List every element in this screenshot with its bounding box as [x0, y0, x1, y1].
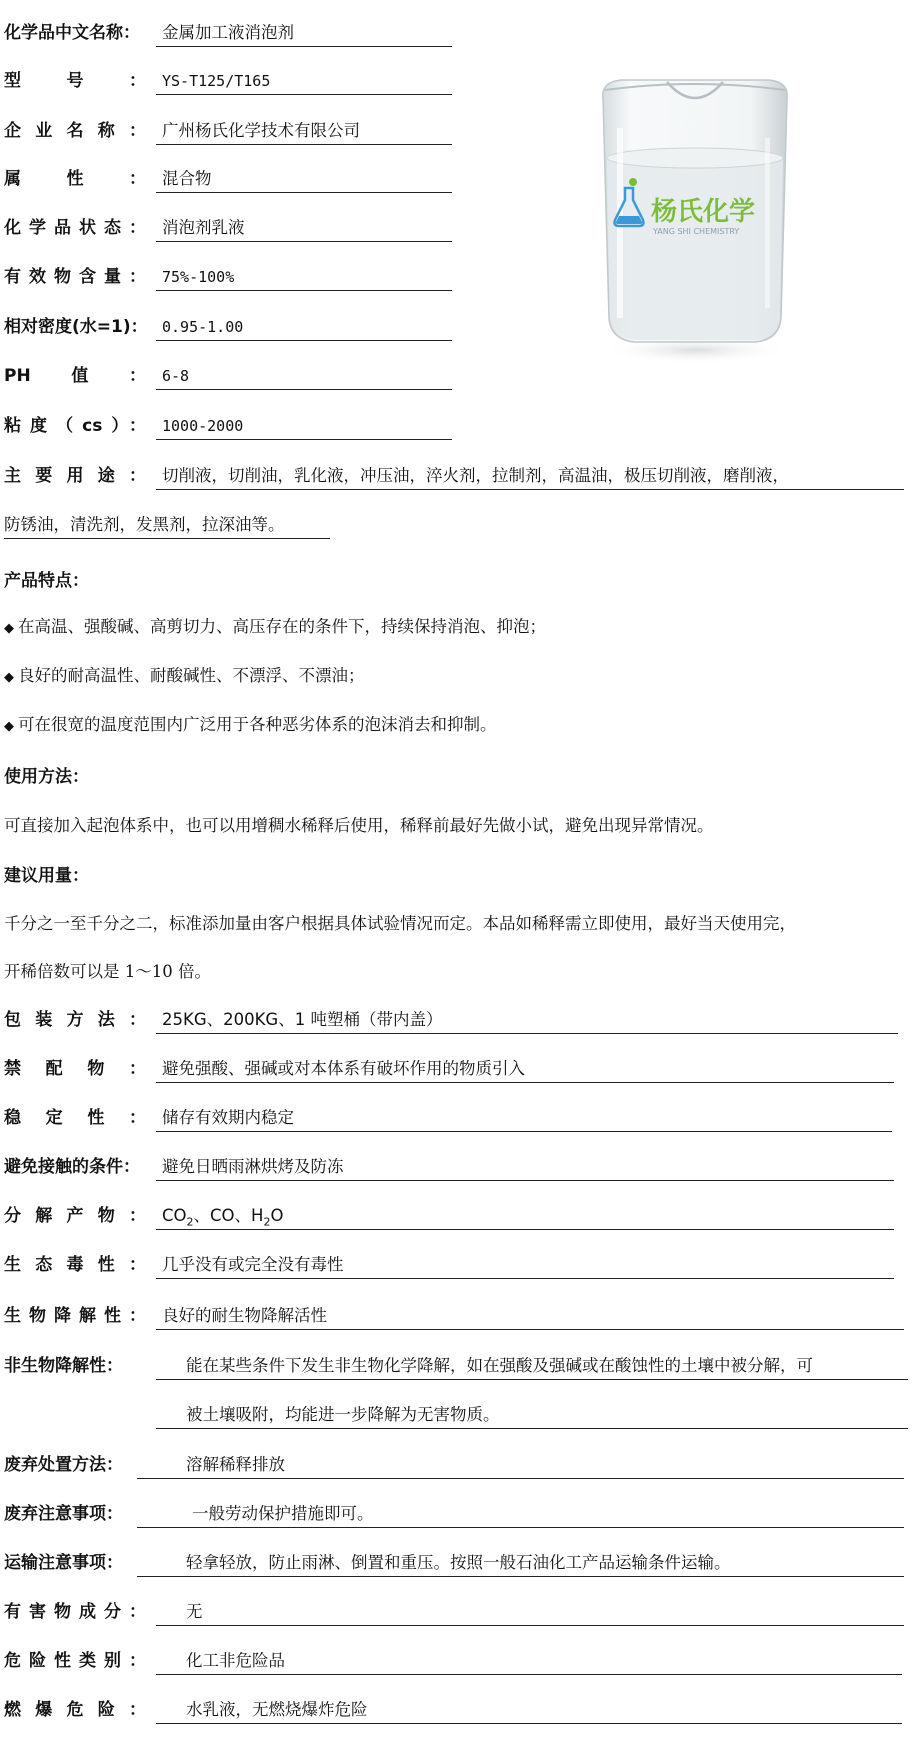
- detail-row-stability: [4, 1103, 904, 1133]
- dosage-line-2: 开稀倍数可以是 1～10 倍。: [4, 962, 211, 981]
- logo-subtext: YANG SHI CHEMISTRY: [653, 227, 740, 236]
- detail-value: 无: [156, 1597, 904, 1626]
- usage-line-2: 防锈油，清洗剂，发黑剂，拉深油等。: [4, 510, 330, 539]
- spec-value: 75%-100%: [156, 262, 452, 291]
- diamond-bullet-icon: ◆: [4, 670, 14, 685]
- detail-label: 分解产物：: [4, 1206, 146, 1226]
- detail-label: 废弃注意事项：: [4, 1504, 123, 1524]
- spec-value: 广州杨氏化学技术有限公司: [156, 116, 452, 145]
- usage-row: [4, 461, 904, 491]
- detail-label: 危险性类别：: [4, 1651, 146, 1671]
- detail-row-nonbio: [4, 1351, 914, 1381]
- spec-value: 混合物: [156, 164, 452, 193]
- usage-line-1: 切削液，切削油，乳化液，冲压油，淬火剂，拉制剂，高温油，极压切削液，磨削液，: [156, 461, 904, 490]
- detail-label: 禁配物：: [4, 1059, 146, 1079]
- detail-value: 几乎没有或完全没有毒性: [156, 1250, 894, 1279]
- detail-value: $CO_2$、CO、$H_2O$: [156, 1201, 894, 1230]
- spec-value: 1000-2000: [156, 411, 452, 440]
- detail-row-explosion: [4, 1695, 914, 1725]
- method-text: 可直接加入起泡体系中，也可以用增稠水稀释后使用，稀释前最好先做小试，避免出现异常情况。: [4, 816, 714, 835]
- logo-text: 杨氏化学: [651, 197, 756, 227]
- detail-row-transport: [4, 1548, 914, 1578]
- diamond-bullet-icon: ◆: [4, 621, 14, 636]
- spec-value: 消泡剂乳液: [156, 213, 452, 242]
- dosage-line-1: 千分之一至千分之二，标准添加量由客户根据具体试验情况而定。本品如稀释需立即使用，最好当天使用完，: [4, 914, 796, 933]
- spec-value: 0.95-1.00: [156, 312, 452, 341]
- spec-label: 有效物含量：: [4, 267, 146, 287]
- feature-item: ◆ 可在很宽的温度范围内广泛用于各种恶劣体系的泡沫消去和抑制。: [4, 715, 497, 734]
- detail-row-ecotoxicity: [4, 1250, 904, 1280]
- detail-row-disposal-note: [4, 1499, 914, 1529]
- detail-label: 燃爆危险：: [4, 1700, 146, 1720]
- detail-row-decomposition: [4, 1201, 904, 1231]
- detail-row-packaging: [4, 1005, 904, 1035]
- detail-value: 化工非危险品: [156, 1646, 902, 1675]
- feature-item: ◆ 在高温、强酸碱、高剪切力、高压存在的条件下，持续保持消泡、抑泡；: [4, 617, 546, 636]
- feature-item: ◆ 良好的耐高温性、耐酸碱性、不漂浮、不漂油；: [4, 666, 365, 685]
- diamond-bullet-icon: ◆: [4, 719, 14, 734]
- detail-label: 包装方法：: [4, 1010, 146, 1030]
- spec-label: 相对密度(水=1)：: [4, 317, 148, 337]
- detail-label: 生态毒性：: [4, 1255, 146, 1275]
- features-heading: 产品特点：: [4, 571, 89, 591]
- detail-label: 废弃处置方法：: [4, 1455, 123, 1475]
- detail-value: 一般劳动保护措施即可。: [137, 1499, 904, 1528]
- detail-row-incompatible: [4, 1054, 904, 1084]
- spec-label: 企业名称：: [4, 121, 146, 141]
- detail-value: 能在某些条件下发生非生物化学降解，如在强酸及强碱或在酸蚀性的土壤中被分解，可: [156, 1351, 908, 1380]
- detail-value: 轻拿轻放，防止雨淋、倒置和重压。按照一般石油化工产品运输条件运输。: [137, 1548, 904, 1577]
- detail-row-disposal: [4, 1450, 914, 1480]
- detail-value: 溶解稀释排放: [137, 1450, 904, 1479]
- detail-value: 水乳液，无燃烧爆炸危险: [156, 1695, 902, 1724]
- detail-row-avoid: [4, 1152, 904, 1182]
- usage-label: 主要用途：: [4, 466, 146, 486]
- detail-row-nonbio-2: [4, 1400, 914, 1430]
- spec-label: 粘度（cs）：: [4, 416, 146, 436]
- spec-value: YS-T125/T165: [156, 66, 452, 95]
- dosage-heading: 建议用量：: [4, 866, 89, 886]
- spec-label: 化学品状态：: [4, 218, 146, 238]
- spec-label: 化学品中文名称：: [4, 23, 140, 43]
- spec-label: 型号：: [4, 71, 146, 91]
- detail-value: 25KG、200KG、1 吨塑桶（带内盖）: [156, 1005, 898, 1034]
- detail-value: 良好的耐生物降解活性: [156, 1301, 904, 1330]
- detail-label: 稳定性：: [4, 1108, 146, 1128]
- detail-value: 避免强酸、强碱或对本体系有破坏作用的物质引入: [156, 1054, 894, 1083]
- detail-label: 避免接触的条件：: [4, 1157, 140, 1177]
- detail-value: 储存有效期内稳定: [156, 1103, 892, 1132]
- detail-row-hazard-class: [4, 1646, 914, 1676]
- detail-value-cont: 被土壤吸附，均能进一步降解为无害物质。: [156, 1400, 908, 1429]
- detail-label: 有害物成分：: [4, 1602, 146, 1622]
- method-heading: 使用方法：: [4, 767, 89, 787]
- spec-label: 属性：: [4, 169, 146, 189]
- detail-row-biodegradation: [4, 1301, 914, 1331]
- detail-label: 运输注意事项：: [4, 1553, 123, 1573]
- spec-value: 6-8: [156, 361, 452, 390]
- detail-label: 生物降解性：: [4, 1306, 146, 1326]
- detail-label: 非生物降解性：: [4, 1356, 123, 1376]
- spec-label: PH值：: [4, 366, 146, 386]
- detail-row-hazardous: [4, 1597, 914, 1627]
- detail-value: 避免日晒雨淋烘烤及防冻: [156, 1152, 894, 1181]
- product-beaker-image: [595, 68, 795, 368]
- spec-value: 金属加工液消泡剂: [156, 18, 452, 47]
